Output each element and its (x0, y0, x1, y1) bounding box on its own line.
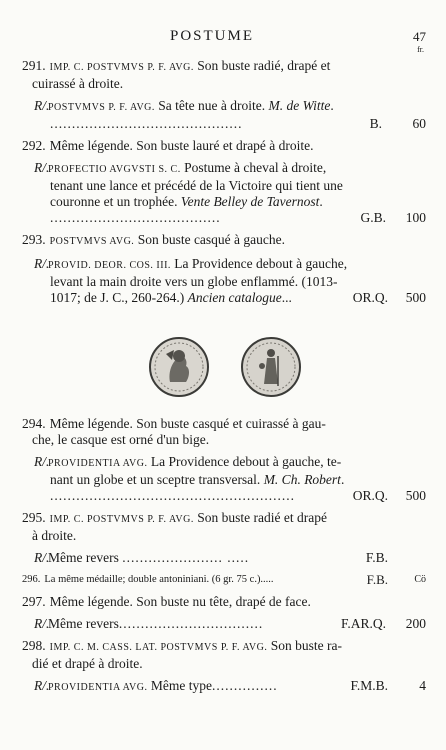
rarity: F.B. (366, 572, 388, 587)
rarity: OR.Q. (352, 290, 388, 305)
entry-296-note: 296. La même médaille; double antoniniani. (6 gr. 75 c.)..... F.B. Cö (22, 572, 426, 587)
price: 4 (419, 678, 426, 693)
price: 100 (405, 210, 426, 225)
reverse-symbol: R/. (34, 98, 50, 113)
catalogue-entries: 291. IMP. C. POSTVMVS P. F. AVG. Son buste radié, drapé et cuirassé à droite. R/.POSTVMVS P. F. AVG. Sa tête nue à droite. M. de Witte. ............................................ B. 60 292. Même légende. Son buste lauré et drapé à droite. R/.PROFECTIO AVGVSTI S. C. Postume à cheval à droite, tenant une lance et précédé de la Victoire qui tient une couronne et un trophée. Vente Belley de Tavernost. ....................................... G.B. 100 293. POSTVMVS AVG. Son buste casqué à gauche. R/.PROVID. DEOR. COS. III. La Providence debout à gauche, levant la main droite vers un globe enflammé. (1013- 1017; de J. C., 260-264.) Ancien catalogue... OR.Q. 500 (22, 58, 426, 305)
coin-illustrations (138, 336, 318, 398)
entry-297-obverse: 297. Même légende. Son buste nu tête, drapé de face. (22, 594, 311, 609)
entry-294-obverse: 294. Même légende. Son buste casqué et cuirassé à gau- (22, 416, 326, 431)
entry-295-reverse: R/.Même revers ....................... ..... F.B. (34, 550, 388, 565)
price: 500 (405, 290, 426, 305)
price: Cö (414, 574, 426, 585)
rarity: F.AR.Q. (340, 616, 386, 631)
rarity: F.B. (365, 550, 388, 565)
entry-297-reverse: R/.Même revers................................. F.AR.Q. 200 (34, 616, 426, 631)
coin-reverse-image (240, 336, 302, 398)
rarity: F.M.B. (350, 678, 388, 693)
rarity: B. (369, 116, 382, 131)
price: 500 (405, 488, 426, 503)
entry-292-reverse: R/.PROFECTIO AVGVSTI S. C. Postume à cheval à droite, (34, 160, 327, 175)
rarity: G.B. (360, 210, 386, 225)
entry-294-reverse: R/.PROVIDENTIA AVG. La Providence debout à gauche, te- (34, 454, 342, 469)
catalogue-entries-lower: 294. Même légende. Son buste casqué et cuirassé à gau- che, le casque est orné d'un bige. R/.PROVIDENTIA AVG. La Providence debout à gauche, te- nant un globe et un sceptre transversal. M. Ch. Robert. ........................................................ OR.Q. 500 295. IMP. C. POSTVMVS P. F. AVG. Son buste radié et drapé à droite. R/.Même revers ....................... ..... F.B. 296. La même médaille; double antoniniani. (6 gr. 75 c.)..... F.B. Cö 297. Même légende. Son buste nu tête, drapé de face. R/.Même revers................................. F.AR.Q. 200 298. IMP. C. M. CASS. LAT. POSTVMVS P. F. AVG. Son buste ra- dié et drapé à droite. R/.PROVIDENTIA AVG. Même type............... F.M.B. 4 (22, 416, 426, 696)
page-number: 47 (413, 29, 426, 44)
entry-292-obverse: 292. Même légende. Son buste lauré et drapé à droite. (22, 138, 314, 153)
coin-obverse-image (148, 336, 210, 398)
price: 60 (412, 116, 426, 131)
entry-298-obverse: 298. IMP. C. M. CASS. LAT. POSTVMVS P. F. AVG. Son buste ra- (22, 638, 342, 653)
entry-293-reverse: R/.PROVID. DEOR. COS. III. La Providence debout à gauche, (34, 256, 348, 271)
running-title: POSTUME (170, 28, 255, 44)
entry-293-obverse: 293. POSTVMVS AVG. Son buste casqué à gauche. (22, 232, 286, 247)
entry-295-obverse: 295. IMP. C. POSTVMVS P. F. AVG. Son buste radié et drapé (22, 510, 327, 525)
price-unit-label: fr. (417, 45, 424, 54)
entry-291-reverse: R/.POSTVMVS P. F. AVG. Sa tête nue à droite. M. de Witte. (34, 98, 334, 113)
page-header (0, 28, 446, 54)
entry-298-reverse: R/.PROVIDENTIA AVG. Même type............... F.M.B. 4 (34, 678, 426, 693)
entry-291-obverse: 291. IMP. C. POSTVMVS P. F. AVG. Son buste radié, drapé et (22, 58, 331, 73)
rarity: OR.Q. (352, 488, 388, 503)
price: 200 (405, 616, 426, 631)
